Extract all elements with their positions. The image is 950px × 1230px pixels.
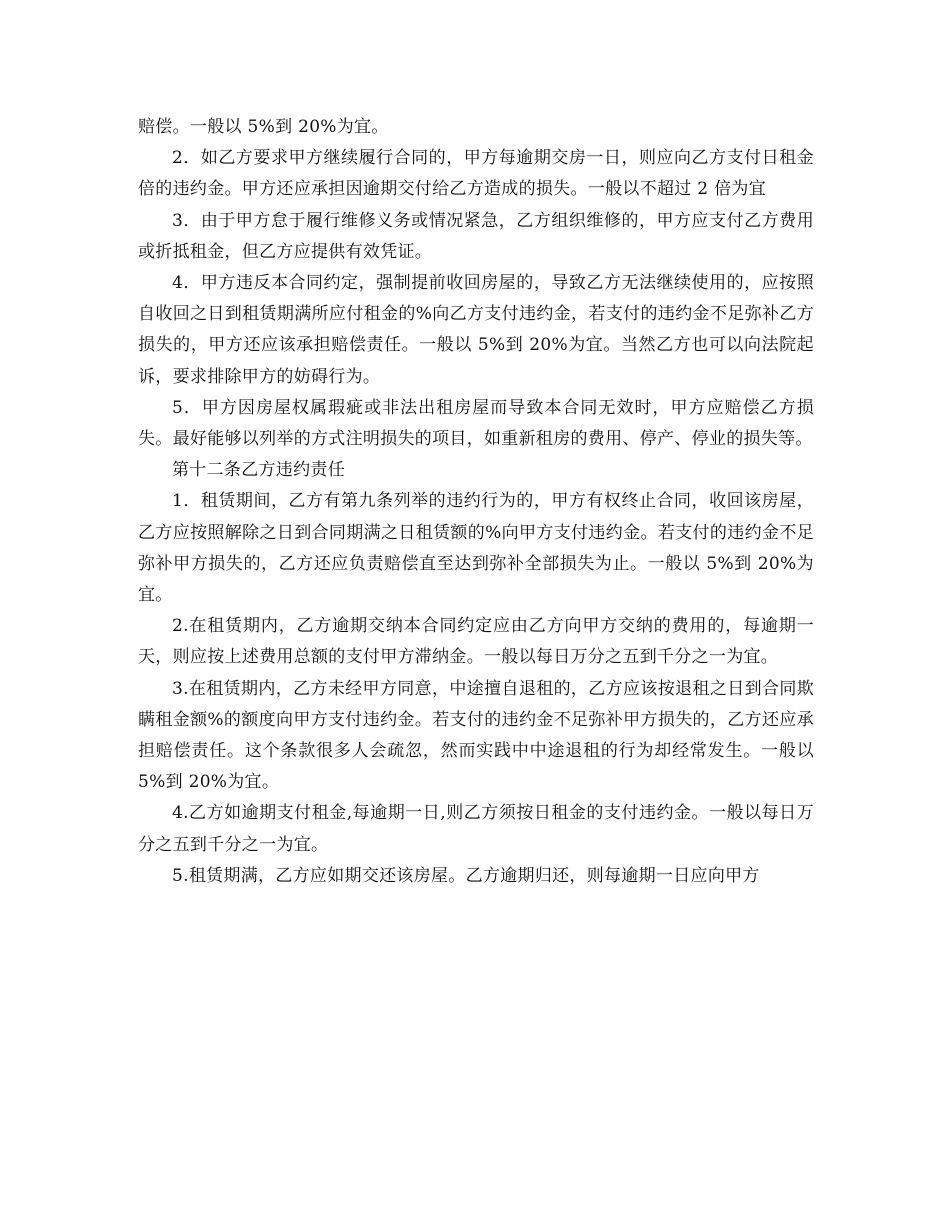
paragraph-9: 3.在租赁期内，乙方未经甲方同意，中途擅自退租的，乙方应该按退租之日到合同欺瞒租金额%的额度向甲方支付违约金。若支付的违约金不足弥补甲方损失的，乙方还应承担赔偿责任。这个条款很多人会疏忽，然而实践中中途退租的行为却经常发生。一般以 5%到 20%为宜。 xyxy=(138,678,814,793)
paragraph-4: 4．甲方违反本合同约定，强制提前收回房屋的，导致乙方无法继续使用的，应按照自收回之日到租赁期满所应付租金的%向乙方支付违约金，若支付的违约金不足弥补乙方损失的，甲方还应该承担赔偿责任。一般以 5%到 20%为宜。当然乙方也可以向法院起诉，要求排除甲方的妨碍行为。 xyxy=(138,273,814,387)
section-heading: 第十二条乙方违约责任 xyxy=(172,460,345,481)
paragraph-1: 赔偿。一般以 5%到 20%为宜。 xyxy=(138,117,389,137)
paragraph-7: 1．租赁期间，乙方有第九条列举的违约行为的，甲方有权终止合同，收回该房屋，乙方应按照解除之日到合同期满之日租赁额的%向甲方支付违约金。若支付的违约金不足弥补甲方损失的，乙方还应负责赔偿直至达到弥补全部损失为止。一般以 5%到 20%为宜。 xyxy=(138,491,814,606)
paragraph-5: 5．甲方因房屋权属瑕疵或非法出租房屋而导致本合同无效时，甲方应赔偿乙方损失。最好能够以列举的方式注明损失的项目，如重新租房的费用、停产、停业的损失等。 xyxy=(138,397,814,450)
paragraph-8: 2.在租赁期内，乙方逾期交纳本合同约定应由乙方向甲方交纳的费用的，每逾期一天，则应按上述费用总额的支付甲方滞纳金。一般以每日万分之五到千分之一为宜。 xyxy=(138,616,814,668)
paragraph-10: 4.乙方如逾期支付租金,每逾期一日,则乙方须按日租金的支付违约金。一般以每日万分之五到千分之一为宜。 xyxy=(138,803,814,855)
paragraph-3: 3．由于甲方怠于履行维修义务或情况紧急，乙方组织维修的，甲方应支付乙方费用或折抵租金，但乙方应提供有效凭证。 xyxy=(138,210,814,262)
paragraph-11: 5.租赁期满，乙方应如期交还该房屋。乙方逾期归还，则每逾期一日应向甲方 xyxy=(172,865,760,886)
paragraph-2: 2．如乙方要求甲方继续履行合同的，甲方每逾期交房一日，则应向乙方支付日租金倍的违约金。甲方还应承担因逾期交付给乙方造成的损失。一般以不超过 2 倍为宜 xyxy=(138,148,814,200)
document-body xyxy=(138,112,814,892)
